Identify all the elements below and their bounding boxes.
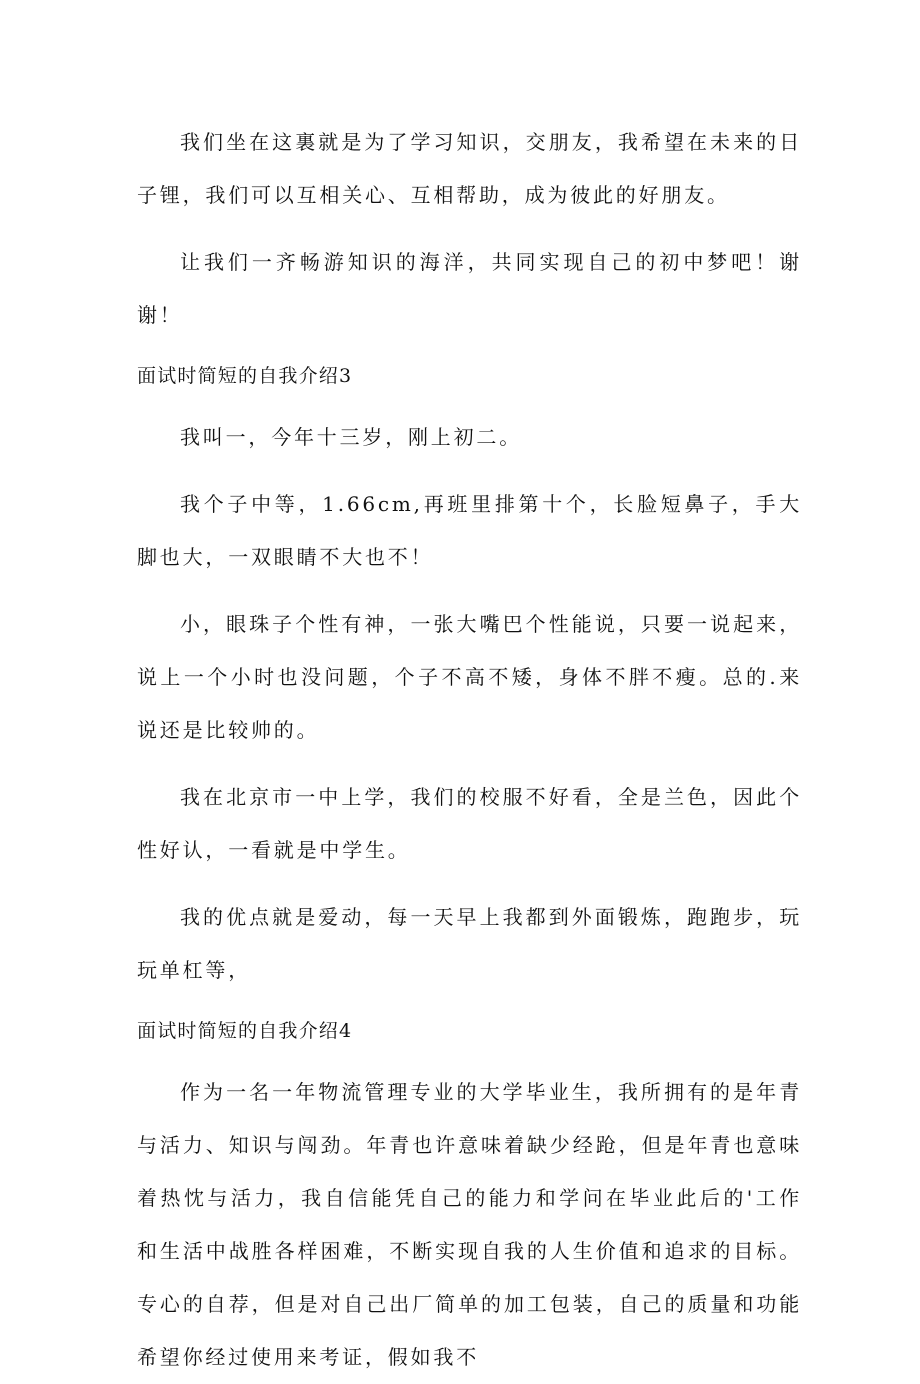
spacer [137, 757, 802, 771]
paragraph-school: 我在北京市一中上学，我们的校服不好看，全是兰色，因此个性好认，一看就是中学生。 [137, 785, 802, 862]
spacer [137, 1058, 802, 1066]
spacer [137, 342, 802, 350]
paragraph-graduate: 作为一名一年物流管理专业的大学毕业生，我所拥有的是年青与活力、知识与闯劲。年青也许意味着缺少经跄，但是年青也意味着热忱与活力，我自信能凭自己的能力和学问在毕业此后的'工作和生活中战胜各样困难，不断实现自我的人生价值和追求的目标。专心的自荐，但是对自己出厂简单的加工包装，自己的质量和功能希望你经过使用来考证，假如我不 [137, 1080, 802, 1369]
section-heading-4: 面试时简短的自我介绍4 [137, 1020, 353, 1042]
section-heading-3: 面试时简短的自我介绍3 [137, 365, 353, 387]
paragraph-intro-friends: 我们坐在这裏就是为了学习知识，交朋友，我希望在未来的日子锂，我们可以互相关心、互相帮助，成为彼此的好朋友。 [137, 130, 802, 207]
paragraph-name-age: 我叫一，今年十三岁，刚上初二。 [180, 425, 522, 449]
spacer [137, 877, 802, 891]
spacer [137, 997, 802, 1005]
spacer [137, 584, 802, 598]
paragraph-closing: 让我们一齐畅游知识的海洋，共同实现自己的初中梦吧！谢谢！ [137, 250, 802, 327]
paragraph-appearance: 我个子中等，1.66cm,再班里排第十个，长脸短鼻子，手大脚也大，一双眼睛不大也不！ [137, 492, 802, 569]
paragraph-personality: 小，眼珠子个性有神，一张大嘴巴个性能说，只要一说起来，说上一个小时也没问题，个子不高不矮，身体不胖不瘦。总的.来说还是比较帅的。 [137, 612, 802, 742]
spacer [137, 464, 802, 478]
spacer [137, 222, 802, 236]
paragraph-hobbies: 我的优点就是爱动，每一天早上我都到外面锻炼，跑跑步，玩玩单杠等， [137, 905, 802, 982]
spacer [137, 403, 802, 411]
